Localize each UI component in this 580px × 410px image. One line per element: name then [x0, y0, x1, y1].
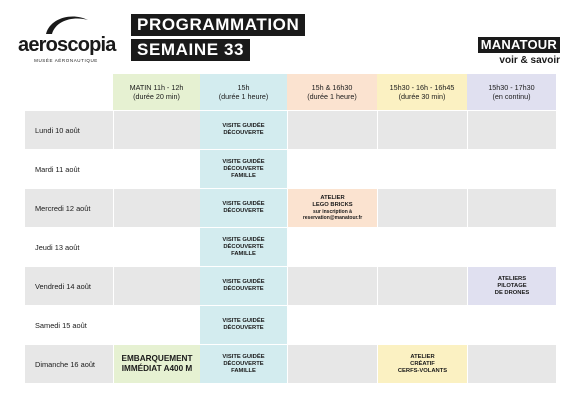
activity-line: EMBARQUEMENT: [121, 354, 193, 363]
empty-cell: [377, 150, 467, 188]
empty-cell: [467, 306, 556, 344]
empty-cell: [287, 306, 377, 344]
activity-line: FAMILLE: [231, 367, 256, 374]
activity-note: sur inscription à: [313, 209, 352, 215]
table-row: [24, 150, 556, 189]
activity-cell: [200, 228, 287, 266]
table-row: [24, 345, 556, 384]
activity-cell: [200, 345, 287, 383]
activity-line: DÉCOUVERTE: [223, 360, 264, 367]
activity-line: VISITE GUIDÉE: [222, 318, 265, 324]
swoosh-icon: [42, 12, 92, 36]
empty-cell: [113, 267, 200, 305]
activity-line: DÉCOUVERTE: [223, 286, 264, 292]
table-row: [24, 189, 556, 228]
column-header-time: 15h & 16h30: [311, 83, 353, 92]
activity-note: reservation@manatour.fr: [302, 215, 363, 221]
day-label: Samedi 15 août: [24, 306, 113, 344]
schedule-table: [24, 74, 556, 384]
activity-line: IMMÉDIAT A400 M: [121, 364, 193, 373]
activity-line: VISITE GUIDÉE: [222, 201, 265, 207]
activity-line: DE DRONES: [494, 289, 530, 296]
activity-line: VISITE GUIDÉE: [222, 123, 265, 129]
activity-line: ATELIER: [410, 353, 435, 360]
activity-line: VISITE GUIDÉE: [222, 279, 265, 285]
empty-cell: [467, 111, 556, 149]
column-header-duration: (durée 1 heure): [218, 92, 269, 101]
activity-line: ATELIER: [320, 195, 345, 201]
column-header-15h30-17h30: [467, 74, 556, 110]
logo-name: aeroscopia: [18, 34, 116, 56]
day-label: Dimanche 16 août: [24, 345, 113, 383]
column-header-15h-16h30: [287, 74, 377, 110]
activity-line: ATELIERS: [497, 275, 527, 282]
activity-cell: [287, 189, 377, 227]
day-label: Jeudi 13 août: [24, 228, 113, 266]
empty-cell: [377, 111, 467, 149]
activity-cell: [200, 189, 287, 227]
empty-cell: [113, 228, 200, 266]
empty-cell: [467, 150, 556, 188]
column-header-duration: (durée 30 min): [398, 92, 446, 101]
day-label: Mardi 11 août: [24, 150, 113, 188]
column-header-duration: (durée 1 heure): [307, 92, 357, 101]
activity-cell: [200, 111, 287, 149]
activity-line: FAMILLE: [231, 250, 256, 257]
activity-line: VISITE GUIDÉE: [222, 236, 265, 243]
activity-cell: [200, 267, 287, 305]
brand-name: MANATOUR: [478, 37, 560, 53]
empty-cell: [113, 150, 200, 188]
activity-cell: [467, 267, 556, 305]
table-row: [24, 267, 556, 306]
column-header-time: 15h30 - 17h30: [488, 83, 535, 92]
activity-line: CRÉATIF: [410, 360, 435, 367]
table-row: [24, 111, 556, 150]
column-header-time: 15h: [237, 83, 250, 92]
aeroscopia-logo: [18, 12, 114, 62]
empty-cell: [467, 345, 556, 383]
title-semaine: SEMAINE 33: [131, 39, 250, 61]
empty-cell: [377, 228, 467, 266]
empty-cell: [377, 267, 467, 305]
activity-line: FAMILLE: [231, 172, 256, 179]
day-label: Vendredi 14 août: [24, 267, 113, 305]
empty-cell: [467, 189, 556, 227]
empty-cell: [287, 228, 377, 266]
column-header-15h: [200, 74, 287, 110]
activity-cell: [113, 345, 200, 383]
empty-cell: [113, 111, 200, 149]
manatour-logo: [478, 36, 560, 66]
activity-line: VISITE GUIDÉE: [222, 353, 265, 360]
header-row: [24, 74, 556, 111]
day-label: Mercredi 12 août: [24, 189, 113, 227]
activity-line: CERFS-VOLANTS: [397, 367, 448, 374]
empty-cell: [467, 228, 556, 266]
empty-cell: [287, 150, 377, 188]
column-header-matin: [113, 74, 200, 110]
activity-line: PILOTAGE: [497, 282, 527, 289]
table-row: [24, 228, 556, 267]
empty-cell: [287, 111, 377, 149]
column-header-time: 15h30 - 16h - 16h45: [389, 83, 455, 92]
column-header-duration: (en continu): [492, 92, 531, 101]
empty-cell: [377, 189, 467, 227]
activity-cell: [377, 345, 467, 383]
empty-cell: [287, 267, 377, 305]
empty-cell: [377, 306, 467, 344]
column-header-duration: (durée 20 min): [133, 92, 180, 101]
activity-cell: [200, 306, 287, 344]
activity-line: LEGO BRICKS: [312, 202, 353, 208]
column-header-15h30-16h45: [377, 74, 467, 110]
table-row: [24, 306, 556, 345]
title-programmation: PROGRAMMATION: [131, 14, 305, 36]
activity-line: DÉCOUVERTE: [223, 165, 264, 172]
brand-tagline: voir & savoir: [499, 55, 560, 66]
column-header-time: MATIN 11h - 12h: [129, 83, 184, 92]
activity-line: DÉCOUVERTE: [223, 325, 264, 331]
activity-line: DÉCOUVERTE: [223, 243, 264, 250]
activity-line: VISITE GUIDÉE: [222, 158, 265, 165]
empty-cell: [287, 345, 377, 383]
logo-subtitle: MUSÉE AÉRONAUTIQUE: [34, 58, 98, 63]
day-label: Lundi 10 août: [24, 111, 113, 149]
empty-cell: [113, 306, 200, 344]
corner-cell: [24, 74, 113, 110]
activity-cell: [200, 150, 287, 188]
empty-cell: [113, 189, 200, 227]
activity-line: DÉCOUVERTE: [223, 208, 264, 214]
activity-line: DÉCOUVERTE: [223, 130, 264, 136]
